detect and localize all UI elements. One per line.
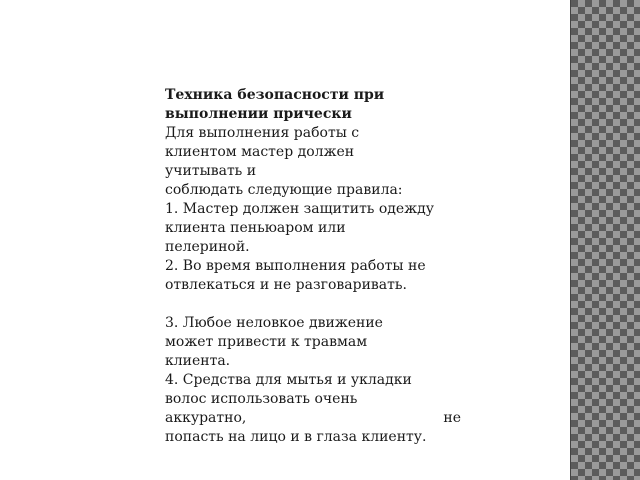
rule-line: 2. Во время выполнения работы не <box>165 258 426 274</box>
intro-line: учитывать и <box>165 163 257 179</box>
slide-title <box>165 86 485 124</box>
rule-1 <box>165 200 485 257</box>
title-line: выполнении прически <box>165 106 352 122</box>
rule-line: 3. Любое неловкое движение <box>165 315 383 331</box>
rule-line-right: не <box>443 410 461 426</box>
rule-line: пелериной. <box>165 239 250 255</box>
rule-line: может привести к травмам <box>165 334 368 350</box>
intro-paragraph <box>165 124 485 200</box>
rule-3 <box>165 314 485 371</box>
intro-line: Для выполнения работы с <box>165 125 360 141</box>
intro-line: соблюдать следующие правила: <box>165 182 403 198</box>
rule-2 <box>165 257 485 295</box>
rule-line: клиента пеньюаром или <box>165 220 346 236</box>
blank-line <box>165 295 485 314</box>
rule-line: клиента. <box>165 353 231 369</box>
decorative-side-pattern <box>570 0 640 480</box>
intro-line: клиентом мастер должен <box>165 144 355 160</box>
rule-line: 4. Средства для мытья и укладки <box>165 372 412 388</box>
rule-line: отвлекаться и не разговаривать. <box>165 277 407 293</box>
rule-line: попасть на лицо и в глаза клиенту. <box>165 429 427 445</box>
slide-content <box>165 86 485 447</box>
rule-line-left: аккуратно, <box>165 410 247 426</box>
rule-4 <box>165 371 485 447</box>
rule-line: 1. Мастер должен защитить одежду <box>165 201 434 217</box>
rule-line: волос использовать очень <box>165 391 358 407</box>
title-line: Техника безопасности при <box>165 87 385 103</box>
rule-line-justified <box>165 409 485 428</box>
